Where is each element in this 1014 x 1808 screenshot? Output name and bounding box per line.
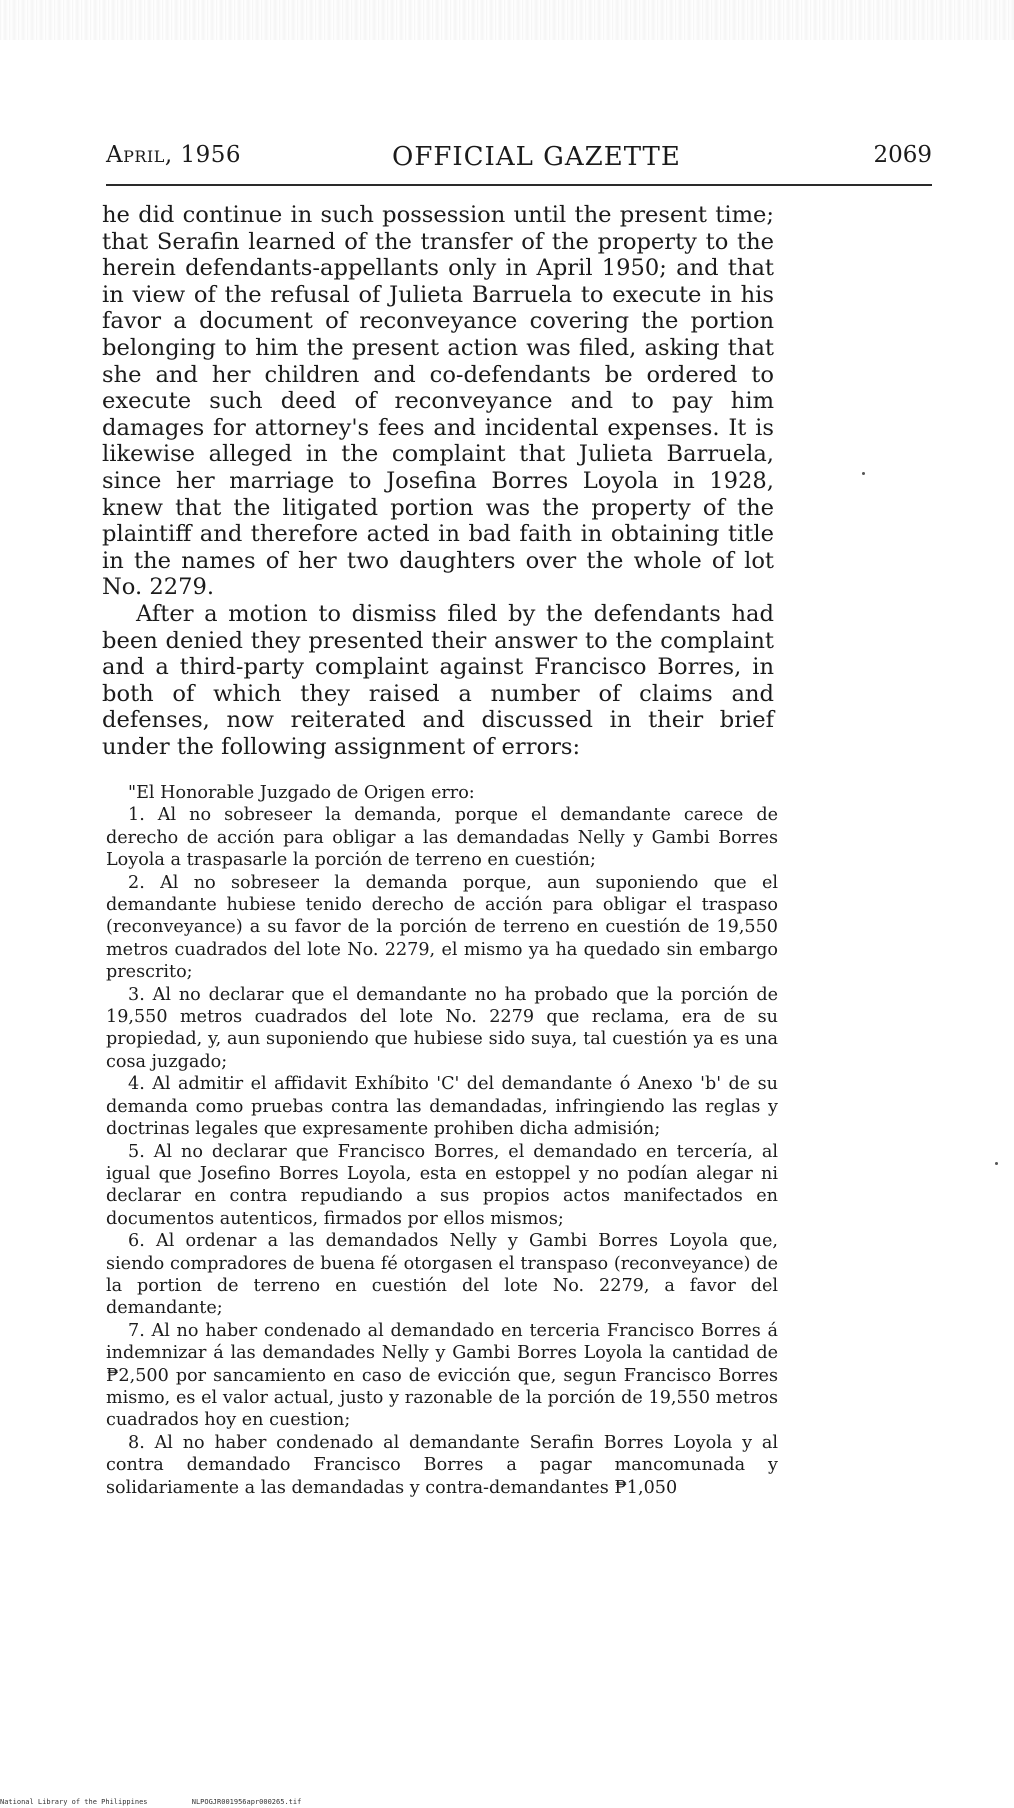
paragraph: he did continue in such possession until the present time; that Serafin learned of the transfer of the property to the herein defendants-appellants only in April 1950; and that in view of the refusal of Julieta Barruela to execute in his favor a document of reconveyance covering the portion belonging to him the present action was filed, asking that she and her children and co-defendants be ordered to execute such deed of reconveyance and to pay him damages for attorney's fees and incidental expenses. It is likewise alleged in the complaint that Julieta Barruela, since her marriage to Josefina Borres Loyola in 1928, knew that the litigated portion was the property of the plaintiff and therefore acted in bad faith in obtaining title in the names of her two daughters over the whole of lot No. 2279.: [102, 202, 774, 601]
publication-title: OFFICIAL GAZETTE: [392, 142, 681, 172]
paragraph: After a motion to dismiss filed by the defendants had been denied they presented their answer to the complaint and a third-party complaint against Francisco Borres, in both of which they raised a number of claims and defenses, now reiterated and discussed in their brief under the following assignment of errors:: [102, 600, 774, 760]
error-item: 1. Al no sobreseer la demanda, porque el demandante carece de derecho de acción para obligar a las demandadas Nelly y Gambi Borres Loyola a traspasarle la porción de terreno en cuestión;: [106, 805, 778, 871]
scan-speck: [995, 1162, 998, 1165]
scan-footer: [0, 1798, 341, 1806]
quote-intro: "El Honorable Juzgado de Origen erro:: [128, 783, 475, 803]
scan-noise-band: [0, 0, 1014, 40]
page-number: 2069: [873, 142, 932, 168]
quoted-assignment-of-errors: [106, 782, 778, 1499]
main-text: [102, 202, 774, 760]
issue-date: April, 1956: [106, 142, 242, 168]
error-item: 2. Al no sobreseer la demanda porque, aun suponiendo que el demandante hubiese tenido derecho de acción para obligar el traspaso (reconveyance) a su favor de la porción de terreno en cuestión de 19,550 metros cuadrados del lote No. 2279, el mismo ya ha quedado sin embargo prescrito;: [106, 872, 778, 983]
file-id: NLPOGJR001956apr000265.tif: [191, 1798, 302, 1806]
error-item: 8. Al no haber condenado al demandante Serafin Borres Loyola y al contra demandado Francisco Borres a pagar mancomunada y solidariamente a las demandadas y contra-demandantes ₱1,050: [106, 1432, 778, 1498]
error-item: 4. Al admitir el affidavit Exhíbito 'C' del demandante ó Anexo 'b' de su demanda como pruebas contra las demandadas, infringiendo las reglas y doctrinas legales que expresamente prohiben dicha admisión;: [106, 1074, 778, 1140]
scan-speck: [862, 472, 865, 475]
library-credit: National Library of the Philippines: [0, 1798, 148, 1806]
page-header: [106, 142, 932, 178]
error-item: 7. Al no haber condenado al demandado en terceria Francisco Borres á indemnizar á las demandades Nelly y Gambi Borres Loyola la cantidad de ₱2,500 por sancamiento en caso de evicción que, segun Francisco Borres mismo, es el valor actual, justo y razonable de la porción de 19,550 metros cuadrados hoy en cuestion;: [106, 1320, 778, 1431]
error-item: 6. Al ordenar a las demandados Nelly y Gambi Borres Loyola que, siendo compradores de buena fé otorgasen el transpaso (reconveyance) de la portion de terreno en cuestión del lote No. 2279, a favor del demandante;: [106, 1231, 778, 1319]
error-item: 5. Al no declarar que Francisco Borres, el demandado en tercería, al igual que Josefino Borres Loyola, esta en estoppel y no podían alegar ni declarar en contra repudiando a sus propios actos manifectados en documentos autenticos, firmados por ellos mismos;: [106, 1141, 778, 1229]
header-rule: [106, 184, 932, 186]
error-item: 3. Al no declarar que el demandante no ha probado que la porción de 19,550 metros cuadrados del lote No. 2279 que reclama, era de su propiedad, y, aun suponiendo que hubiese sido suya, tal cuestión ya es una cosa juzgado;: [106, 984, 778, 1072]
